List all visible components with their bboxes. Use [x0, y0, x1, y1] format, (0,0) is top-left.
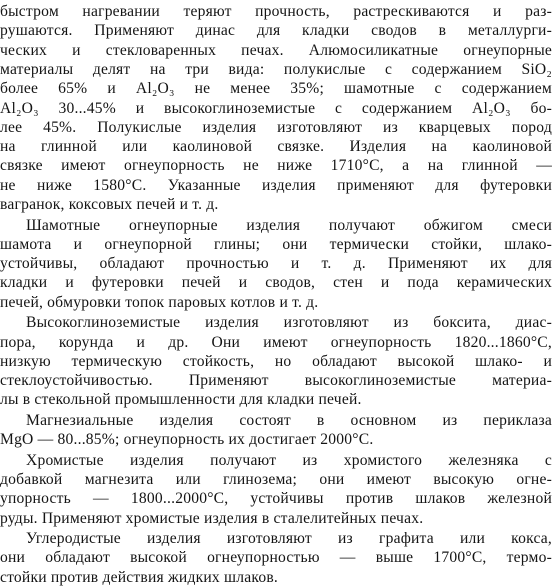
- paragraph-2-line-4: кладки и футеровки печей и сводов, стен и пода керамических: [0, 274, 552, 292]
- paragraph-5-line-1: Хромистые изделия получают из хромистого железняка с: [26, 451, 552, 469]
- paragraph-2-line-2: шамота и огнеупорной глины; они термически стойки, шлако-: [0, 235, 552, 253]
- paragraph-3-line-5: лы в стекольной промышленности для кладки печей.: [0, 391, 362, 409]
- paragraph-1-line-7: лее 45%. Полукислые изделия изготовляют из кварцевых пород: [0, 118, 552, 136]
- paragraph-1-line-6: Al₂O₃ 30...45% и высокоглиноземистые с содержанием Al₂O₃ бо-: [0, 99, 552, 117]
- paragraph-3-line-3: низкую термическую стойкость, но обладают высокой шлако- и: [0, 352, 552, 370]
- paragraph-4-line-2: MgO — 80...85%; огнеупорность их достигает 2000°С.: [0, 431, 374, 449]
- paragraph-1-line-4: материалы делят на три вида: полукислые с содержанием SiO₂: [0, 60, 552, 78]
- paragraph-1-line-8: на глинной или каолиновой связке. Изделия на каолиновой: [0, 138, 552, 156]
- paragraph-1-line-2: рушаются. Применяют динас для кладки сводов в металлурги-: [0, 22, 552, 40]
- paragraph-6-line-2: они обладают высокой огнеупорностью — выше 1700°С, термо-: [0, 549, 552, 567]
- paragraph-1-line-10: не ниже 1580°С. Указанные изделия применяют для футеровки: [0, 176, 552, 194]
- paragraph-2-line-3: устойчивы, обладают прочностью и т. д. Применяют их для: [0, 255, 552, 273]
- paragraph-6-line-1: Углеродистые изделия изготовляют из графита или кокса,: [26, 530, 552, 548]
- paragraph-6-line-3: стойки против действия жидких шлаков.: [0, 568, 278, 586]
- paragraph-4-line-1: Магнезиальные изделия состоят в основном из периклаза: [26, 411, 552, 429]
- paragraph-5-line-2: добавкой магнезита или глинозема; они имеют высокую огне-: [0, 471, 552, 488]
- paragraph-5-line-4: руды. Применяют хромистые изделия в сталелитейных печах.: [0, 509, 424, 527]
- paragraph-1-line-1: быстром нагревании теряют прочность, растрескиваются и раз-: [0, 3, 552, 20]
- paragraph-1-line-11: вагранок, коксовых печей и т. д.: [0, 196, 219, 213]
- paragraph-1-line-5: более 65% и Al₂O₃ не менее 35%; шамотные с содержанием: [0, 80, 552, 98]
- paragraph-1-line-9: связке имеют огнеупорность не ниже 1710°С, а на глинной —: [0, 157, 552, 175]
- paragraph-1-line-3: ческих и стекловаренных печах. Алюмосиликатные огнеупорные: [0, 41, 552, 59]
- paragraph-5-line-3: упорность — 1800...2000°С, устойчивы против шлаков железной: [0, 490, 552, 508]
- paragraph-2-line-5: печей, обмуровки топок паровых котлов и т. д.: [0, 293, 319, 311]
- paragraph-3-line-2: пора, корунда и др. Они имеют огнеупорность 1820...1860°С,: [0, 333, 552, 351]
- paragraph-2-line-1: Шамотные огнеупорные изделия получают обжигом смеси: [26, 216, 552, 234]
- paragraph-3-line-4: стеклоустойчивостью. Применяют высокоглиноземистые материа-: [0, 372, 552, 390]
- paragraph-3-line-1: Высокоглиноземистые изделия изготовляют из боксита, диас-: [26, 314, 552, 332]
